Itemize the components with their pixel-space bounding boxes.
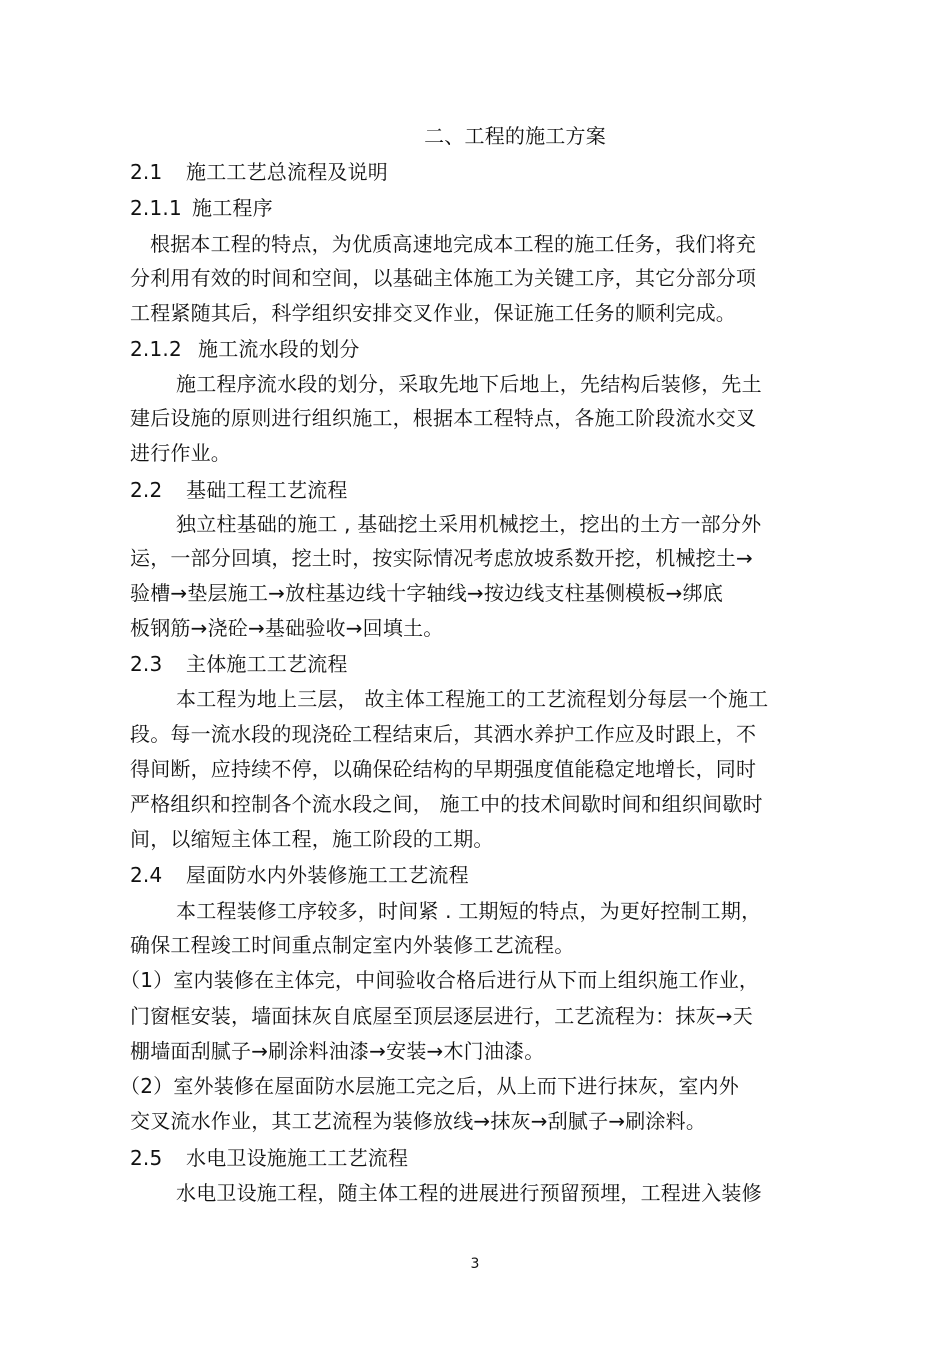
paragraph-line: 棚墙面刮腻子→刷涂料油漆→安装→木门油漆。 — [130, 1039, 545, 1063]
paragraph-line: 运，一部分回填，挖土时，按实际情况考虑放坡系数开挖，机械挖土→ — [130, 546, 753, 570]
paragraph-line: （2）室外装修在屋面防水层施工完之后，从上而下进行抹灰，室内外 — [120, 1074, 739, 1098]
paragraph-line: 得间断，应持续不停，以确保砼结构的早期强度值能稳定地增长，同时 — [130, 757, 757, 781]
paragraph-line: 独立柱基础的施工 , 基础挖土采用机械挖土，挖出的土方一部分外 — [176, 512, 762, 536]
paragraph-line: 本工程装修工序较多，时间紧 . 工期短的特点，为更好控制工期， — [176, 899, 762, 923]
paragraph-line: 建后设施的原则进行组织施工，根据本工程特点，各施工阶段流水交叉 — [130, 406, 757, 430]
paragraph-line: 严格组织和控制各个流水段之间， 施工中的技术间歇时间和组织间歇时 — [130, 792, 763, 816]
section-heading-2-5 — [130, 1146, 408, 1170]
paragraph-line: 板钢筋→浇砼→基础验收→回填土。 — [130, 616, 444, 640]
paragraph-line: 分利用有效的时间和空间，以基础主体施工为关键工序，其它分部分项 — [130, 266, 757, 290]
section-title: 水电卫设施施工工艺流程 — [186, 1146, 409, 1170]
section-number: 2.1 — [130, 160, 163, 184]
page-title: 二、工程的施工方案 — [424, 124, 606, 148]
section-heading-2-3 — [130, 652, 348, 676]
section-heading-2-1-2 — [130, 337, 360, 361]
paragraph-line: 段。每一流水段的现浇砼工程结束后，其洒水养护工作应及时跟上，不 — [130, 722, 757, 746]
paragraph-line: 本工程为地上三层， 故主体工程施工的工艺流程划分每层一个施工 — [176, 687, 769, 711]
section-number: 2.5 — [130, 1146, 163, 1170]
paragraph-line: 根据本工程的特点，为优质高速地完成本工程的施工任务，我们将充 — [150, 232, 756, 256]
paragraph-line: 间，以缩短主体工程，施工阶段的工期。 — [130, 827, 494, 851]
paragraph-line: 工程紧随其后，科学组织安排交叉作业，保证施工任务的顺利完成。 — [130, 301, 736, 325]
section-number: 2.1.1 — [130, 196, 182, 220]
section-number: 2.3 — [130, 652, 163, 676]
paragraph-line: （1）室内装修在主体完，中间验收合格后进行从下而上组织施工作业， — [120, 968, 760, 992]
section-heading-2-1 — [130, 160, 388, 184]
section-title: 施工工艺总流程及说明 — [186, 160, 388, 184]
paragraph-line: 确保工程竣工时间重点制定室内外装修工艺流程。 — [130, 933, 575, 957]
paragraph-line: 门窗框安装，墙面抹灰自底屋至顶层逐层进行，工艺流程为：抹灰→天 — [130, 1004, 753, 1028]
section-number: 2.2 — [130, 478, 163, 502]
section-number: 2.1.2 — [130, 337, 182, 361]
page-number: 3 — [470, 1256, 480, 1272]
section-number: 2.4 — [130, 863, 163, 887]
paragraph-line: 施工程序流水段的划分，采取先地下后地上，先结构后装修，先土 — [176, 372, 762, 396]
paragraph-line: 水电卫设施工程，随主体工程的进展进行预留预埋，工程进入装修 — [176, 1181, 762, 1205]
section-heading-2-4 — [130, 863, 469, 887]
paragraph-line: 验槽→垫层施工→放柱基边线十字轴线→按边线支柱基侧模板→绑底 — [130, 581, 724, 605]
section-heading-2-2 — [130, 478, 348, 502]
paragraph-line: 进行作业。 — [130, 441, 231, 465]
section-title: 屋面防水内外装修施工工艺流程 — [186, 863, 469, 887]
section-title: 主体施工工艺流程 — [186, 652, 348, 676]
section-title: 基础工程工艺流程 — [186, 478, 348, 502]
section-heading-2-1-1 — [130, 196, 273, 220]
paragraph-line: 交叉流水作业，其工艺流程为装修放线→抹灰→刮腻子→刷涂料。 — [130, 1109, 707, 1133]
section-title: 施工流水段的划分 — [198, 337, 360, 361]
section-title: 施工程序 — [192, 196, 273, 220]
